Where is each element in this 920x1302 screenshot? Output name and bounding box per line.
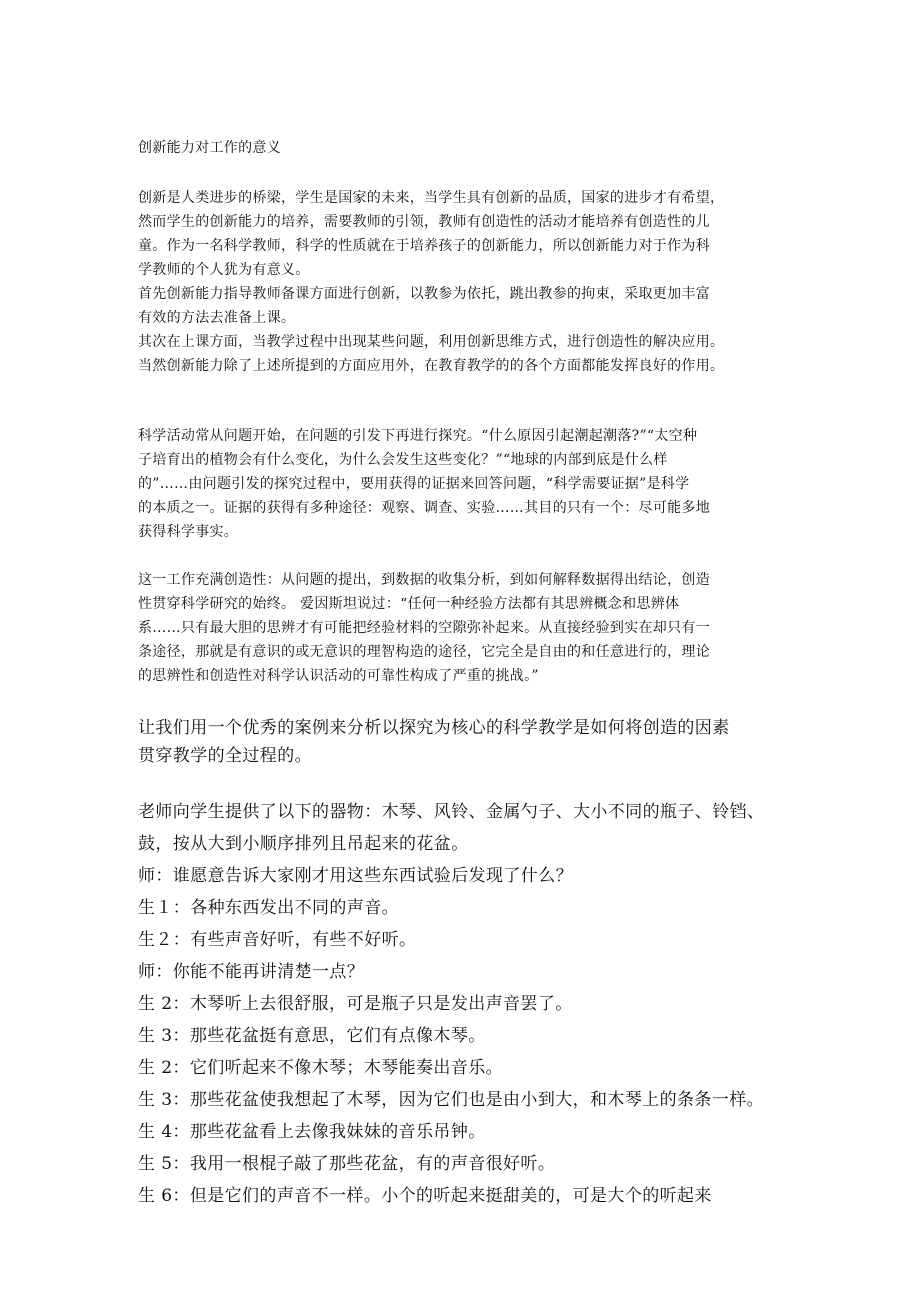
text-line: 让我们用一个优秀的案例来分析以探究为核心的科学教学是如何将创造的因素 <box>138 718 730 738</box>
dialogue-line: 生２：有些声音好听，有些不好听。 <box>138 930 417 950</box>
dialogue-line: 生 4：那些花盆看上去像我妹妹的音乐吊钟。 <box>138 1122 486 1142</box>
dialogue-line: 老师向学生提供了以下的器物：木琴、风铃、金属勺子、大小不同的瓶子、铃铛、 <box>138 802 765 822</box>
text-line: 这一工作充满创造性：从问题的提出，到数据的收集分析，到如何解释数据得出结论，创造 <box>138 572 710 588</box>
text-line: 的”……由问题引发的探究过程中，要用获得的证据来回答问题，“科学需要证据”是科学 <box>138 476 690 492</box>
text-line: 学教师的个人犹为有意义。 <box>138 262 310 278</box>
text-line: 其次在上课方面，当教学过程中出现某些问题，利用创新思维方式，进行创造性的解决应用。 <box>138 334 725 350</box>
text-line: 子培育出的植物会有什么变化，为什么会发生这些变化？”“地球的内部到底是什么样 <box>138 452 668 468</box>
classroom-dialogue <box>138 796 764 1212</box>
text-line: 童。作为一名科学教师，科学的性质就在于培养孩子的创新能力，所以创新能力对于作为科 <box>138 238 710 254</box>
text-line: 性贯穿科学研究的始终。 爱因斯坦说过：“任何一种经验方法都有其思辨概念和思辨体 <box>138 596 680 612</box>
text-line: 当然创新能力除了上述所提到的方面应用外，在教育教学的的各个方面都能发挥良好的作用。 <box>138 358 725 374</box>
text-line: 的本质之一。证据的获得有多种途径：观察、调查、实验……其目的只有一个：尽可能多地 <box>138 500 710 516</box>
text-line: 科学活动常从问题开始，在问题的引发下再进行探究。“什么原因引起潮起潮落?”“太空种 <box>138 428 698 444</box>
dialogue-line: 师：你能不能再讲清楚一点？ <box>138 962 365 982</box>
paragraph-science-inquiry <box>138 424 710 544</box>
document-title: 创新能力对工作的意义 <box>138 140 281 156</box>
dialogue-line: 生 2：木琴听上去很舒服，可是瓶子只是发出声音罢了。 <box>138 994 573 1014</box>
text-line: 然而学生的创新能力的培养，需要教师的引领，教师有创造性的活动才能培养有创造性的儿 <box>138 214 710 230</box>
text-line: 系……只有最大胆的思辨才有可能把经验材料的空隙弥补起来。从直接经验到实在却只有一 <box>138 620 710 636</box>
text-line: 贯穿教学的全过程的。 <box>138 746 312 766</box>
dialogue-line: 生１：各种东西发出不同的声音。 <box>138 898 399 918</box>
paragraph-case-intro <box>138 714 730 770</box>
text-line: 的思辨性和创造性对科学认识活动的可靠性构成了严重的挑战。” <box>138 668 539 684</box>
text-line: 有效的方法去准备上课。 <box>138 310 296 326</box>
text-line: 获得科学事实。 <box>138 524 239 540</box>
dialogue-line: 鼓，按从大到小顺序排列且吊起来的花盆。 <box>138 834 469 854</box>
text-line: 创新是人类进步的桥梁，学生是国家的未来，当学生具有创新的品质，国家的进步才有希望， <box>138 190 725 206</box>
dialogue-line: 师：谁愿意告诉大家刚才用这些东西试验后发现了什么？ <box>138 866 573 886</box>
text-line: 条途径，那就是有意识的或无意识的理智构造的途径，它完全是自由的和任意进行的，理论 <box>138 644 710 660</box>
paragraph-creativity-meaning <box>138 186 724 378</box>
dialogue-line: 生 6：但是它们的声音不一样。小个的听起来挺甜美的，可是大个的听起来 <box>138 1186 712 1206</box>
paragraph-creativity-research <box>138 568 710 688</box>
dialogue-line: 生 5：我用一根棍子敲了那些花盆，有的声音很好听。 <box>138 1154 556 1174</box>
dialogue-line: 生 2：它们听起来不像木琴；木琴能奏出音乐。 <box>138 1058 504 1078</box>
text-line: 首先创新能力指导教师备课方面进行创新，以教参为依托，跳出教参的拘束，采取更加丰富 <box>138 286 710 302</box>
dialogue-line: 生 3：那些花盆挺有意思，它们有点像木琴。 <box>138 1026 486 1046</box>
dialogue-line: 生 3：那些花盆使我想起了木琴，因为它们也是由小到大，和木琴上的条条一样。 <box>138 1090 765 1110</box>
